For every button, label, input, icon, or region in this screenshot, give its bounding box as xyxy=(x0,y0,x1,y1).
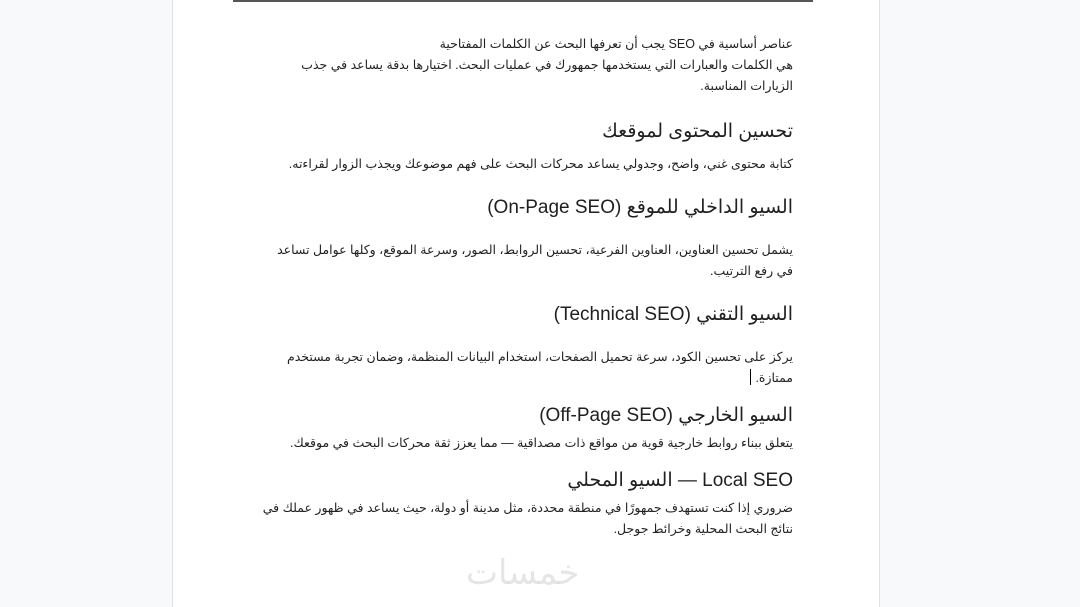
intro-paragraph xyxy=(259,34,793,97)
section-body: يتعلق ببناء روابط خارجية قوية من مواقع ذات مصداقية — مما يعزز ثقة محركات البحث في موقعك. xyxy=(289,436,793,450)
intro-line: عناصر أساسية في SEO يجب أن تعرفها البحث عن الكلمات المفتاحية xyxy=(439,37,793,51)
text-cursor xyxy=(750,369,752,385)
section-body: يشمل تحسين العناوين، العناوين الفرعية، تحسين الروابط، الصور، وسرعة الموقع، وكلها عوامل تساعد في رفع الترتيب. xyxy=(277,243,793,278)
document-page[interactable] xyxy=(172,0,880,607)
section-heading: السيو الداخلي للموقع (On-Page SEO) xyxy=(487,197,793,218)
section-heading: السيو الخارجي (Off-Page SEO) xyxy=(539,405,793,426)
intro-body: هي الكلمات والعبارات التي يستخدمها جمهورك في عمليات البحث. اختيارها بدقة يساعد في جذب الزيارات المناسبة. xyxy=(301,58,793,93)
document-content[interactable] xyxy=(259,34,793,540)
section-heading: Local SEO — السيو المحلي xyxy=(567,470,793,491)
section-heading: السيو التقني (Technical SEO) xyxy=(553,304,793,325)
watermark-logo: خمسات xyxy=(466,553,580,593)
section-body: كتابة محتوى غني، واضح، وجدولي يساعد محركات البحث على فهم موضوعك ويجذب الزوار لقراءته. xyxy=(288,157,793,171)
page-top-border xyxy=(233,0,813,2)
section-body-text: يركز على تحسين الكود، سرعة تحميل الصفحات، استخدام البيانات المنظمة، وضمان تجربة مستخدم ممتازة. xyxy=(286,350,793,385)
section-body: ضروري إذا كنت تستهدف جمهورًا في منطقة محددة، مثل مدينة أو دولة، حيث يساعد في ظهور عملك في نتائج البحث المحلية وخرائط جوجل. xyxy=(262,501,793,536)
section-body xyxy=(259,347,793,389)
section-heading: تحسين المحتوى لموقعك xyxy=(602,121,793,142)
